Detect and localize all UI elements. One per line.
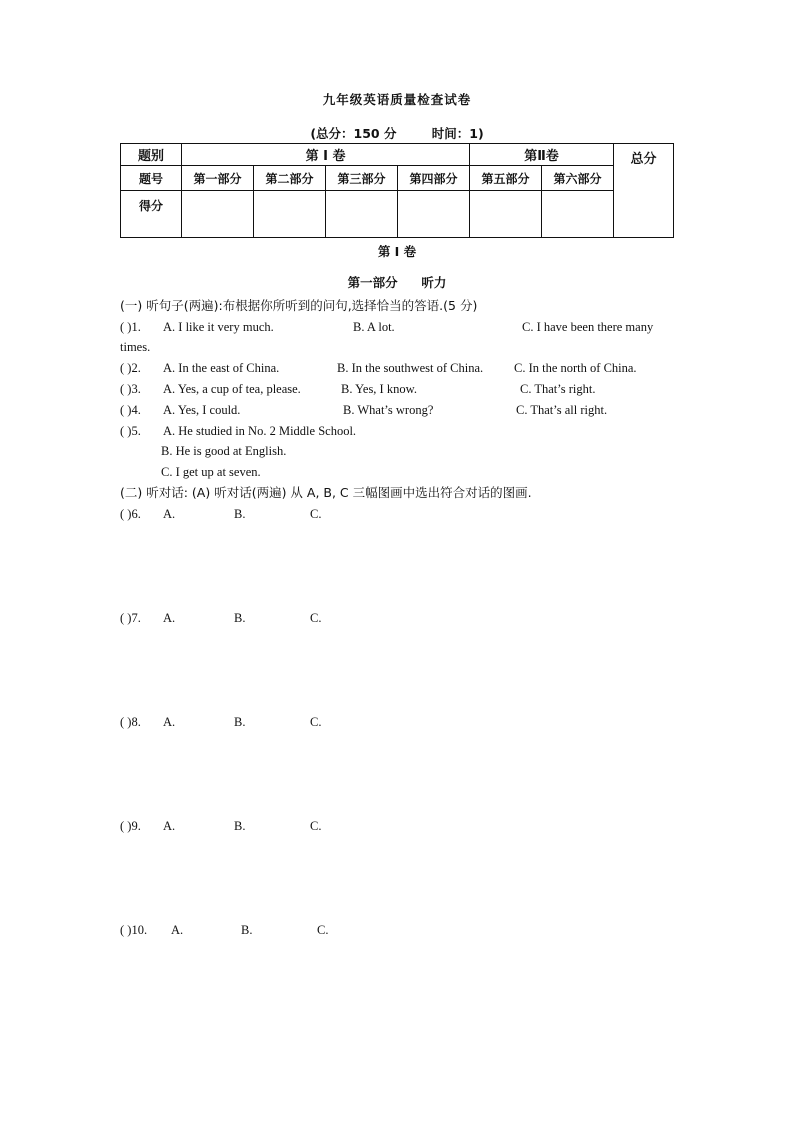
exam-subtitle	[0, 124, 794, 142]
option-b: B. A lot.	[353, 320, 395, 334]
option-c: C.	[310, 819, 322, 833]
part-cell-4: 第四部分	[398, 166, 470, 191]
option-b: B. What’s wrong?	[343, 403, 434, 417]
option-a: A. Yes, a cup of tea, please.	[163, 382, 301, 396]
question-number: ( )4.	[120, 403, 141, 417]
score-input-cell-2[interactable]	[254, 191, 326, 238]
option-b: B.	[234, 715, 246, 729]
option-b: B. In the southwest of China.	[337, 361, 484, 375]
score-input-cell-6[interactable]	[542, 191, 614, 238]
score-table	[120, 143, 674, 238]
header-cell-volume-2: 第Ⅱ卷	[470, 144, 614, 166]
table-row	[121, 191, 674, 238]
score-input-cell-5[interactable]	[470, 191, 542, 238]
question-number: ( )2.	[120, 361, 141, 375]
part-cell-3: 第三部分	[326, 166, 398, 191]
row-label-score: 得分	[121, 191, 182, 238]
option-a: A.	[163, 715, 176, 729]
time-text: 时间：1)	[431, 126, 484, 141]
table-row	[121, 166, 674, 191]
row-label-number: 题号	[121, 166, 182, 191]
option-c: C.	[310, 715, 322, 729]
option-a: A.	[163, 819, 176, 833]
option-b: B. He is good at English.	[161, 444, 287, 458]
question-number: ( )3.	[120, 382, 141, 396]
part-number: 第一部分	[347, 275, 398, 290]
part2-instruction: (二) 听对话: (A) 听对话(两遍) 从 A, B, C 三幅图画中选出符合对话的图画.	[120, 485, 532, 500]
option-a: A.	[171, 923, 184, 937]
option-c-continued: times.	[120, 340, 151, 354]
option-a: A.	[163, 611, 176, 625]
option-c: C. In the north of China.	[514, 361, 637, 375]
part-cell-6: 第六部分	[542, 166, 614, 191]
option-c: C.	[310, 507, 322, 521]
question-number: ( )7.	[120, 611, 141, 625]
score-input-cell-1[interactable]	[182, 191, 254, 238]
option-c: C.	[310, 611, 322, 625]
option-b: B.	[241, 923, 253, 937]
option-c: C. I get up at seven.	[161, 465, 261, 479]
option-c: C. That’s right.	[520, 382, 596, 396]
volume-heading: 第 I 卷	[377, 244, 417, 259]
option-b: B. Yes, I know.	[341, 382, 417, 396]
option-c: C.	[317, 923, 329, 937]
option-a: A. Yes, I could.	[163, 403, 241, 417]
question-number: ( )6.	[120, 507, 141, 521]
question-number: ( )1.	[120, 320, 141, 334]
part-cell-5: 第五部分	[470, 166, 542, 191]
option-a: A. In the east of China.	[163, 361, 280, 375]
option-a: A.	[163, 507, 176, 521]
question-number: ( )10.	[120, 923, 148, 937]
header-cell-total: 总分	[614, 144, 674, 238]
total-score-text: (总分：150 分	[310, 126, 397, 141]
option-c: C. That’s all right.	[516, 403, 608, 417]
part-heading	[0, 273, 794, 292]
table-row	[121, 144, 674, 166]
part1-instruction: (一) 听句子(两遍):布根据你所听到的问句,选择恰当的答语.(5 分)	[120, 298, 478, 313]
part-cell-2: 第二部分	[254, 166, 326, 191]
option-c: C. I have been there many	[522, 320, 654, 334]
exam-title: 九年级英语质量检查试卷	[322, 92, 472, 107]
question-number: ( )8.	[120, 715, 141, 729]
score-input-cell-4[interactable]	[398, 191, 470, 238]
part-cell-1: 第一部分	[182, 166, 254, 191]
score-input-cell-3[interactable]	[326, 191, 398, 238]
part-name: 听力	[421, 275, 447, 290]
option-b: B.	[234, 611, 246, 625]
header-cell-type: 题别	[121, 144, 182, 166]
question-number: ( )5.	[120, 424, 141, 438]
option-a: A. He studied in No. 2 Middle School.	[163, 424, 357, 438]
question-number: ( )9.	[120, 819, 141, 833]
header-cell-volume-1: 第 I 卷	[182, 144, 470, 166]
option-b: B.	[234, 819, 246, 833]
option-a: A. I like it very much.	[163, 320, 274, 334]
option-b: B.	[234, 507, 246, 521]
